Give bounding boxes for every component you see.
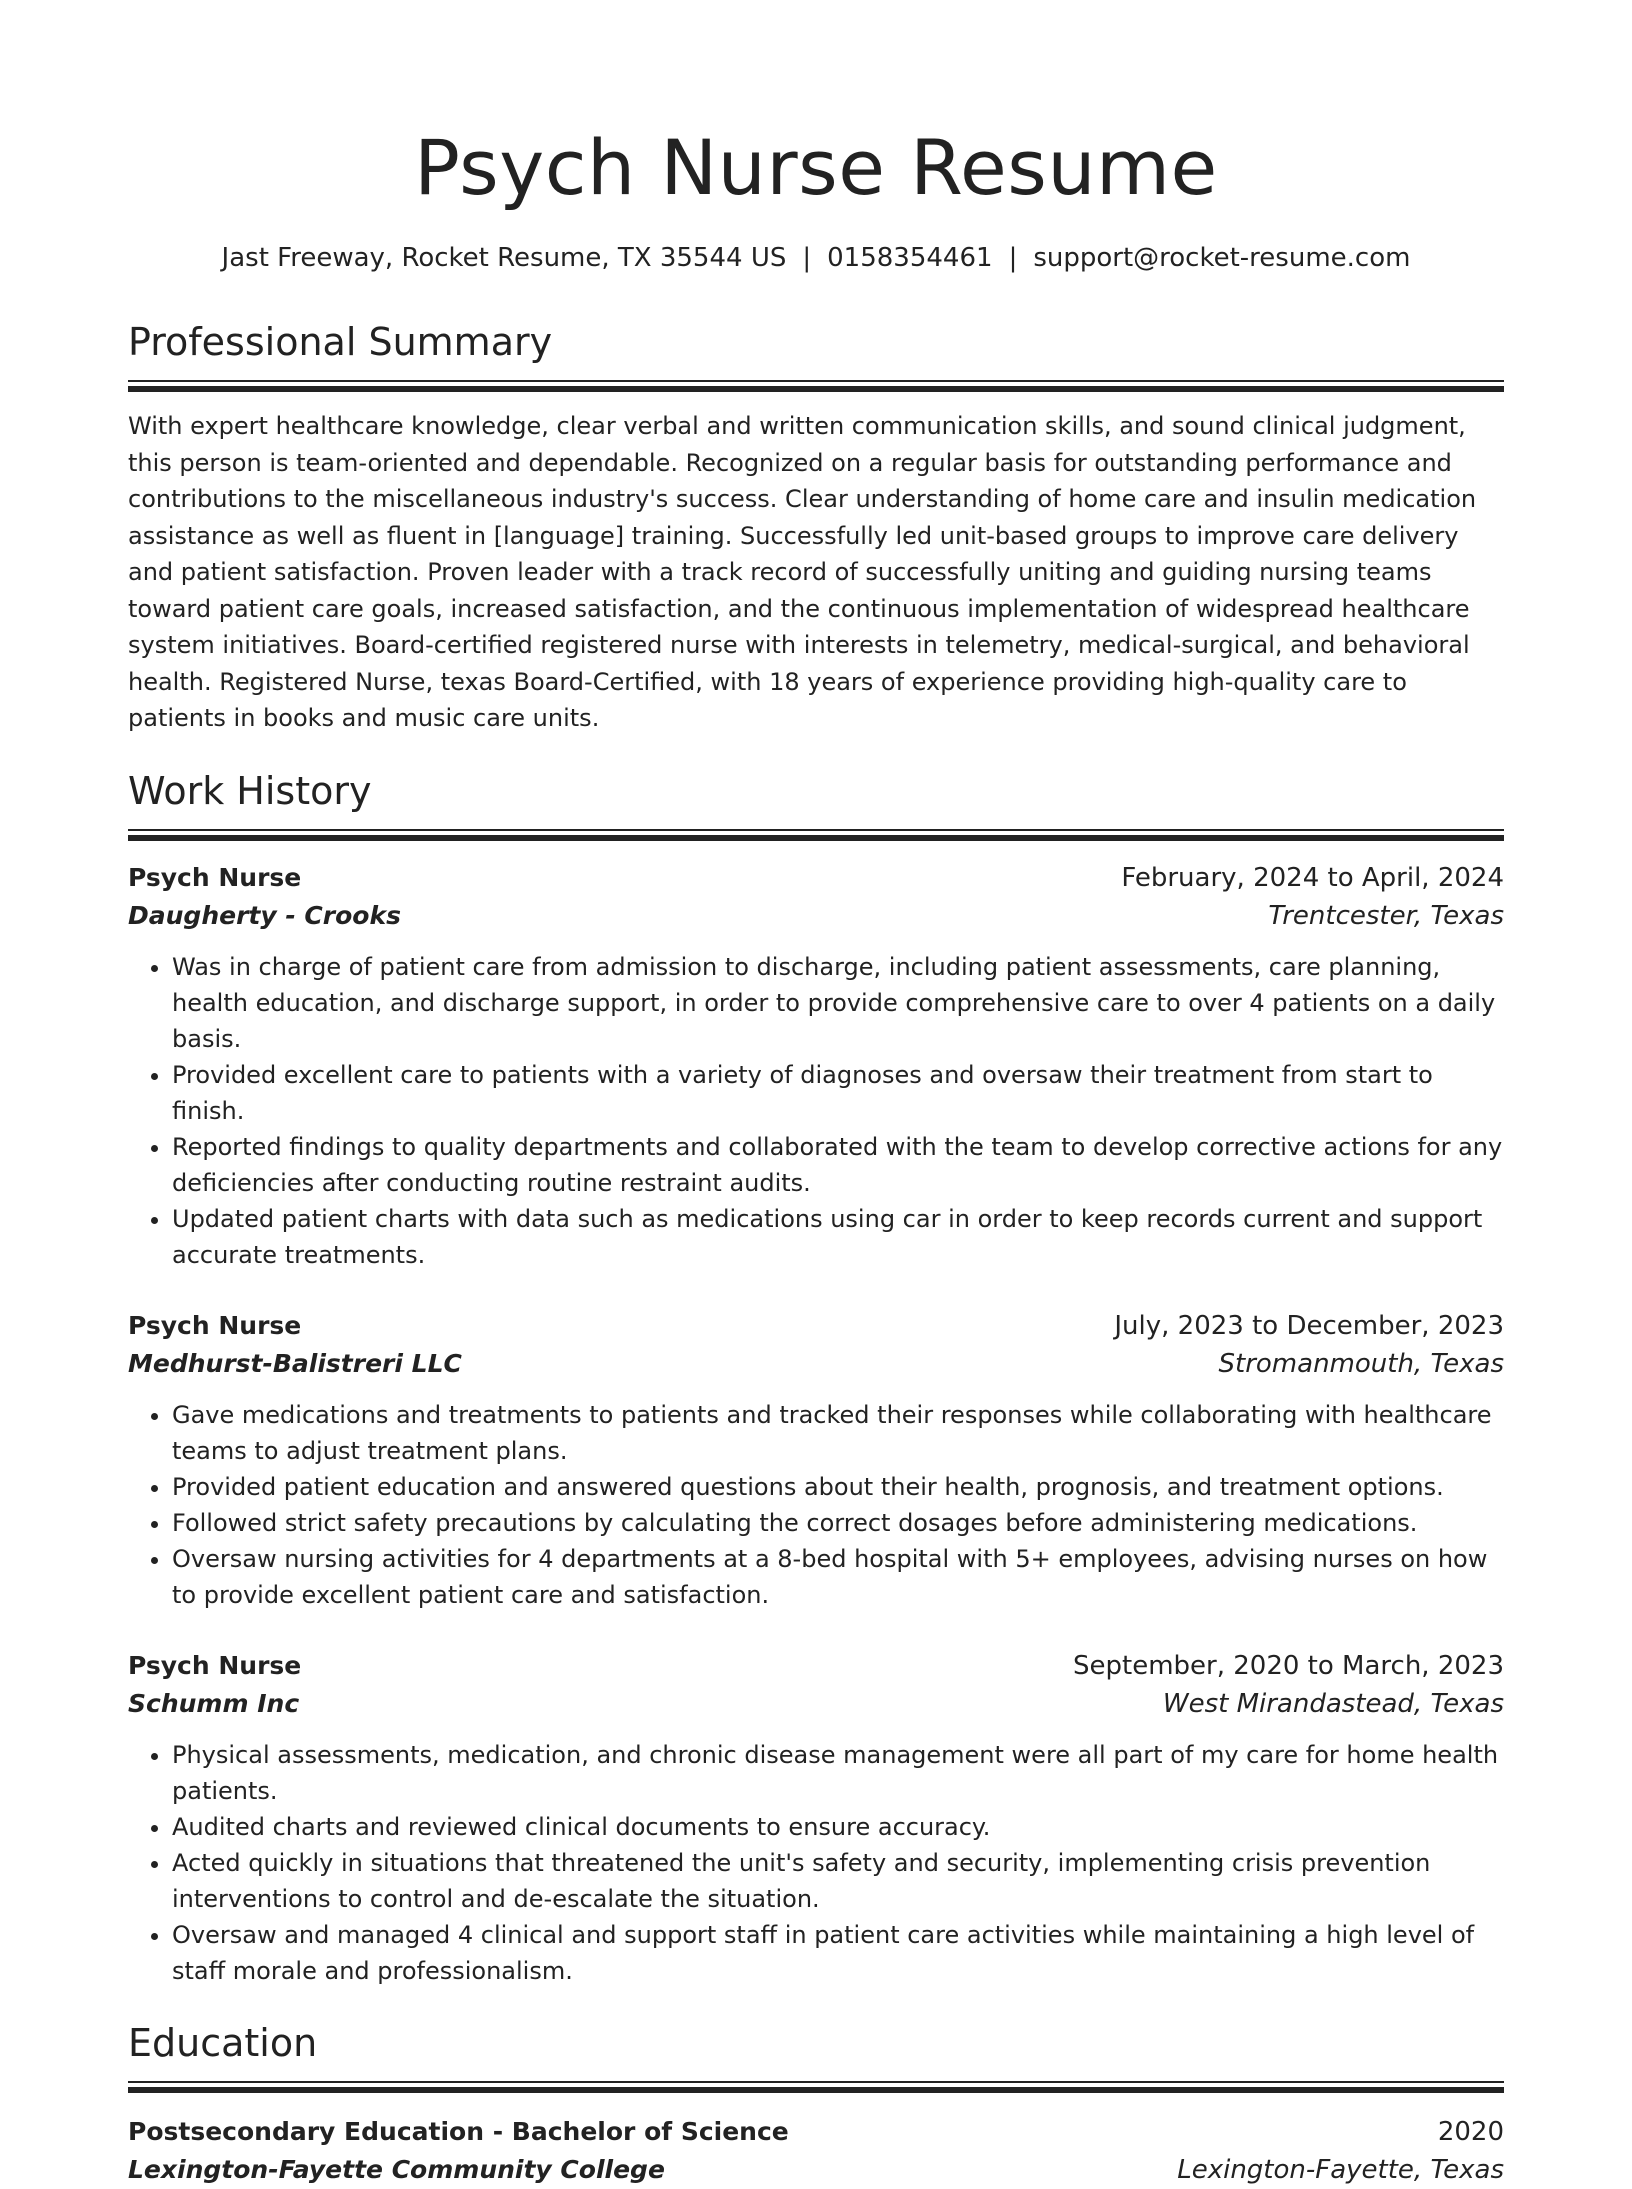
job-company: Medhurst-Balistreri LLC xyxy=(128,1348,462,1378)
job-bullet: • Physical assessments, medication, and chronic disease management were all part of my care for home health patients. xyxy=(172,1737,1504,1809)
job-bullet: • Followed strict safety precautions by calculating the correct dosages before administering medications. xyxy=(172,1505,1504,1541)
resume-title: Psych Nurse Resume xyxy=(414,123,1218,212)
job-header-row xyxy=(128,1307,1504,1345)
work-history-heading: Work History xyxy=(128,768,372,813)
contact-address: Jast Freeway, Rocket Resume, TX 35544 US xyxy=(221,243,787,273)
job-bullet: • Gave medications and treatments to patients and tracked their responses while collaborating with healthcare teams to adjust treatment plans. xyxy=(172,1397,1504,1469)
job-company-row xyxy=(128,1345,1504,1383)
education-degree: Postsecondary Education - Bachelor of Science xyxy=(128,2116,789,2146)
job-dates: July, 2023 to December, 2023 xyxy=(1114,1310,1504,1341)
section-divider xyxy=(128,380,1504,392)
job-bullet-list xyxy=(128,1737,1504,1989)
contact-phone: 0158354461 xyxy=(827,243,993,273)
education-school: Lexington-Fayette Community College xyxy=(128,2154,665,2184)
summary-text: With expert healthcare knowledge, clear verbal and written communication skills, and sound clinical judgment, this person is team-oriented and dependable. Recognized on a regular basis for outstanding performance and contributions to the miscellaneous industry's success. Clear understanding of home care and insulin medication assistance as well as fluent in [language] training. Successfully led unit-based groups to improve care delivery and patient satisfaction. Proven leader with a track record of successfully uniting and guiding nursing teams toward patient care goals, increased satisfaction, and the continuous implementation of widespread healthcare system initiatives. Board-certified registered nurse with interests in telemetry, medical-surgical, and behavioral health. Registered Nurse, texas Board-Certified, with 18 years of experience providing high-quality care to patients in books and music care units. xyxy=(128,412,1477,732)
education-header-row xyxy=(128,2113,1504,2151)
job-entry xyxy=(128,859,1504,1273)
job-bullet: • Updated patient charts with data such as medications using car in order to keep records current and support accurate treatments. xyxy=(172,1201,1504,1273)
job-company-row xyxy=(128,1685,1504,1723)
contact-separator: | xyxy=(802,243,812,273)
section-divider xyxy=(128,2081,1504,2093)
job-location: Stromanmouth, Texas xyxy=(1218,1348,1504,1379)
contact-separator: | xyxy=(1008,243,1018,273)
job-dates: February, 2024 to April, 2024 xyxy=(1121,862,1504,893)
job-entry xyxy=(128,1307,1504,1613)
job-bullet: • Oversaw and managed 4 clinical and support staff in patient care activities while maintaining a high level of staff morale and professionalism. xyxy=(172,1917,1504,1989)
job-bullet: • Acted quickly in situations that threatened the unit's safety and security, implementing crisis prevention interventions to control and de-escalate the situation. xyxy=(172,1845,1504,1917)
job-company: Daugherty - Crooks xyxy=(128,900,401,930)
job-header-row xyxy=(128,1647,1504,1685)
job-bullet: • Was in charge of patient care from admission to discharge, including patient assessments, care planning, health education, and discharge support, in order to provide comprehensive care to over 4 patients on a daily basis. xyxy=(172,949,1504,1057)
job-bullet-list xyxy=(128,1397,1504,1613)
education-location: Lexington-Fayette, Texas xyxy=(1177,2154,1504,2185)
contact-email: support@rocket-resume.com xyxy=(1033,243,1411,273)
job-bullet: • Provided patient education and answered questions about their health, prognosis, and treatment options. xyxy=(172,1469,1504,1505)
job-location: West Mirandastead, Texas xyxy=(1162,1688,1504,1719)
job-location: Trentcester, Texas xyxy=(1268,900,1504,931)
job-bullet: • Provided excellent care to patients with a variety of diagnoses and oversaw their treatment from start to finish. xyxy=(172,1057,1504,1129)
section-divider xyxy=(128,829,1504,841)
job-title: Psych Nurse xyxy=(128,862,302,892)
job-header-row xyxy=(128,859,1504,897)
job-entry xyxy=(128,1647,1504,1989)
job-title: Psych Nurse xyxy=(128,1310,302,1340)
contact-line xyxy=(128,240,1504,276)
education-school-row xyxy=(128,2151,1504,2189)
job-title: Psych Nurse xyxy=(128,1650,302,1680)
education-year: 2020 xyxy=(1437,2116,1504,2147)
job-company-row xyxy=(128,897,1504,935)
education-heading: Education xyxy=(128,2020,318,2065)
job-bullet: • Oversaw nursing activities for 4 departments at a 8-bed hospital with 5+ employees, advising nurses on how to provide excellent patient care and satisfaction. xyxy=(172,1541,1504,1613)
job-dates: September, 2020 to March, 2023 xyxy=(1073,1650,1504,1681)
job-bullet: • Audited charts and reviewed clinical documents to ensure accuracy. xyxy=(172,1809,1504,1845)
education-entry xyxy=(128,2113,1504,2189)
job-bullet: • Reported findings to quality departments and collaborated with the team to develop corrective actions for any deficiencies after conducting routine restraint audits. xyxy=(172,1129,1504,1201)
job-bullet-list xyxy=(128,949,1504,1273)
summary-heading: Professional Summary xyxy=(128,320,553,364)
job-company: Schumm Inc xyxy=(128,1688,300,1718)
